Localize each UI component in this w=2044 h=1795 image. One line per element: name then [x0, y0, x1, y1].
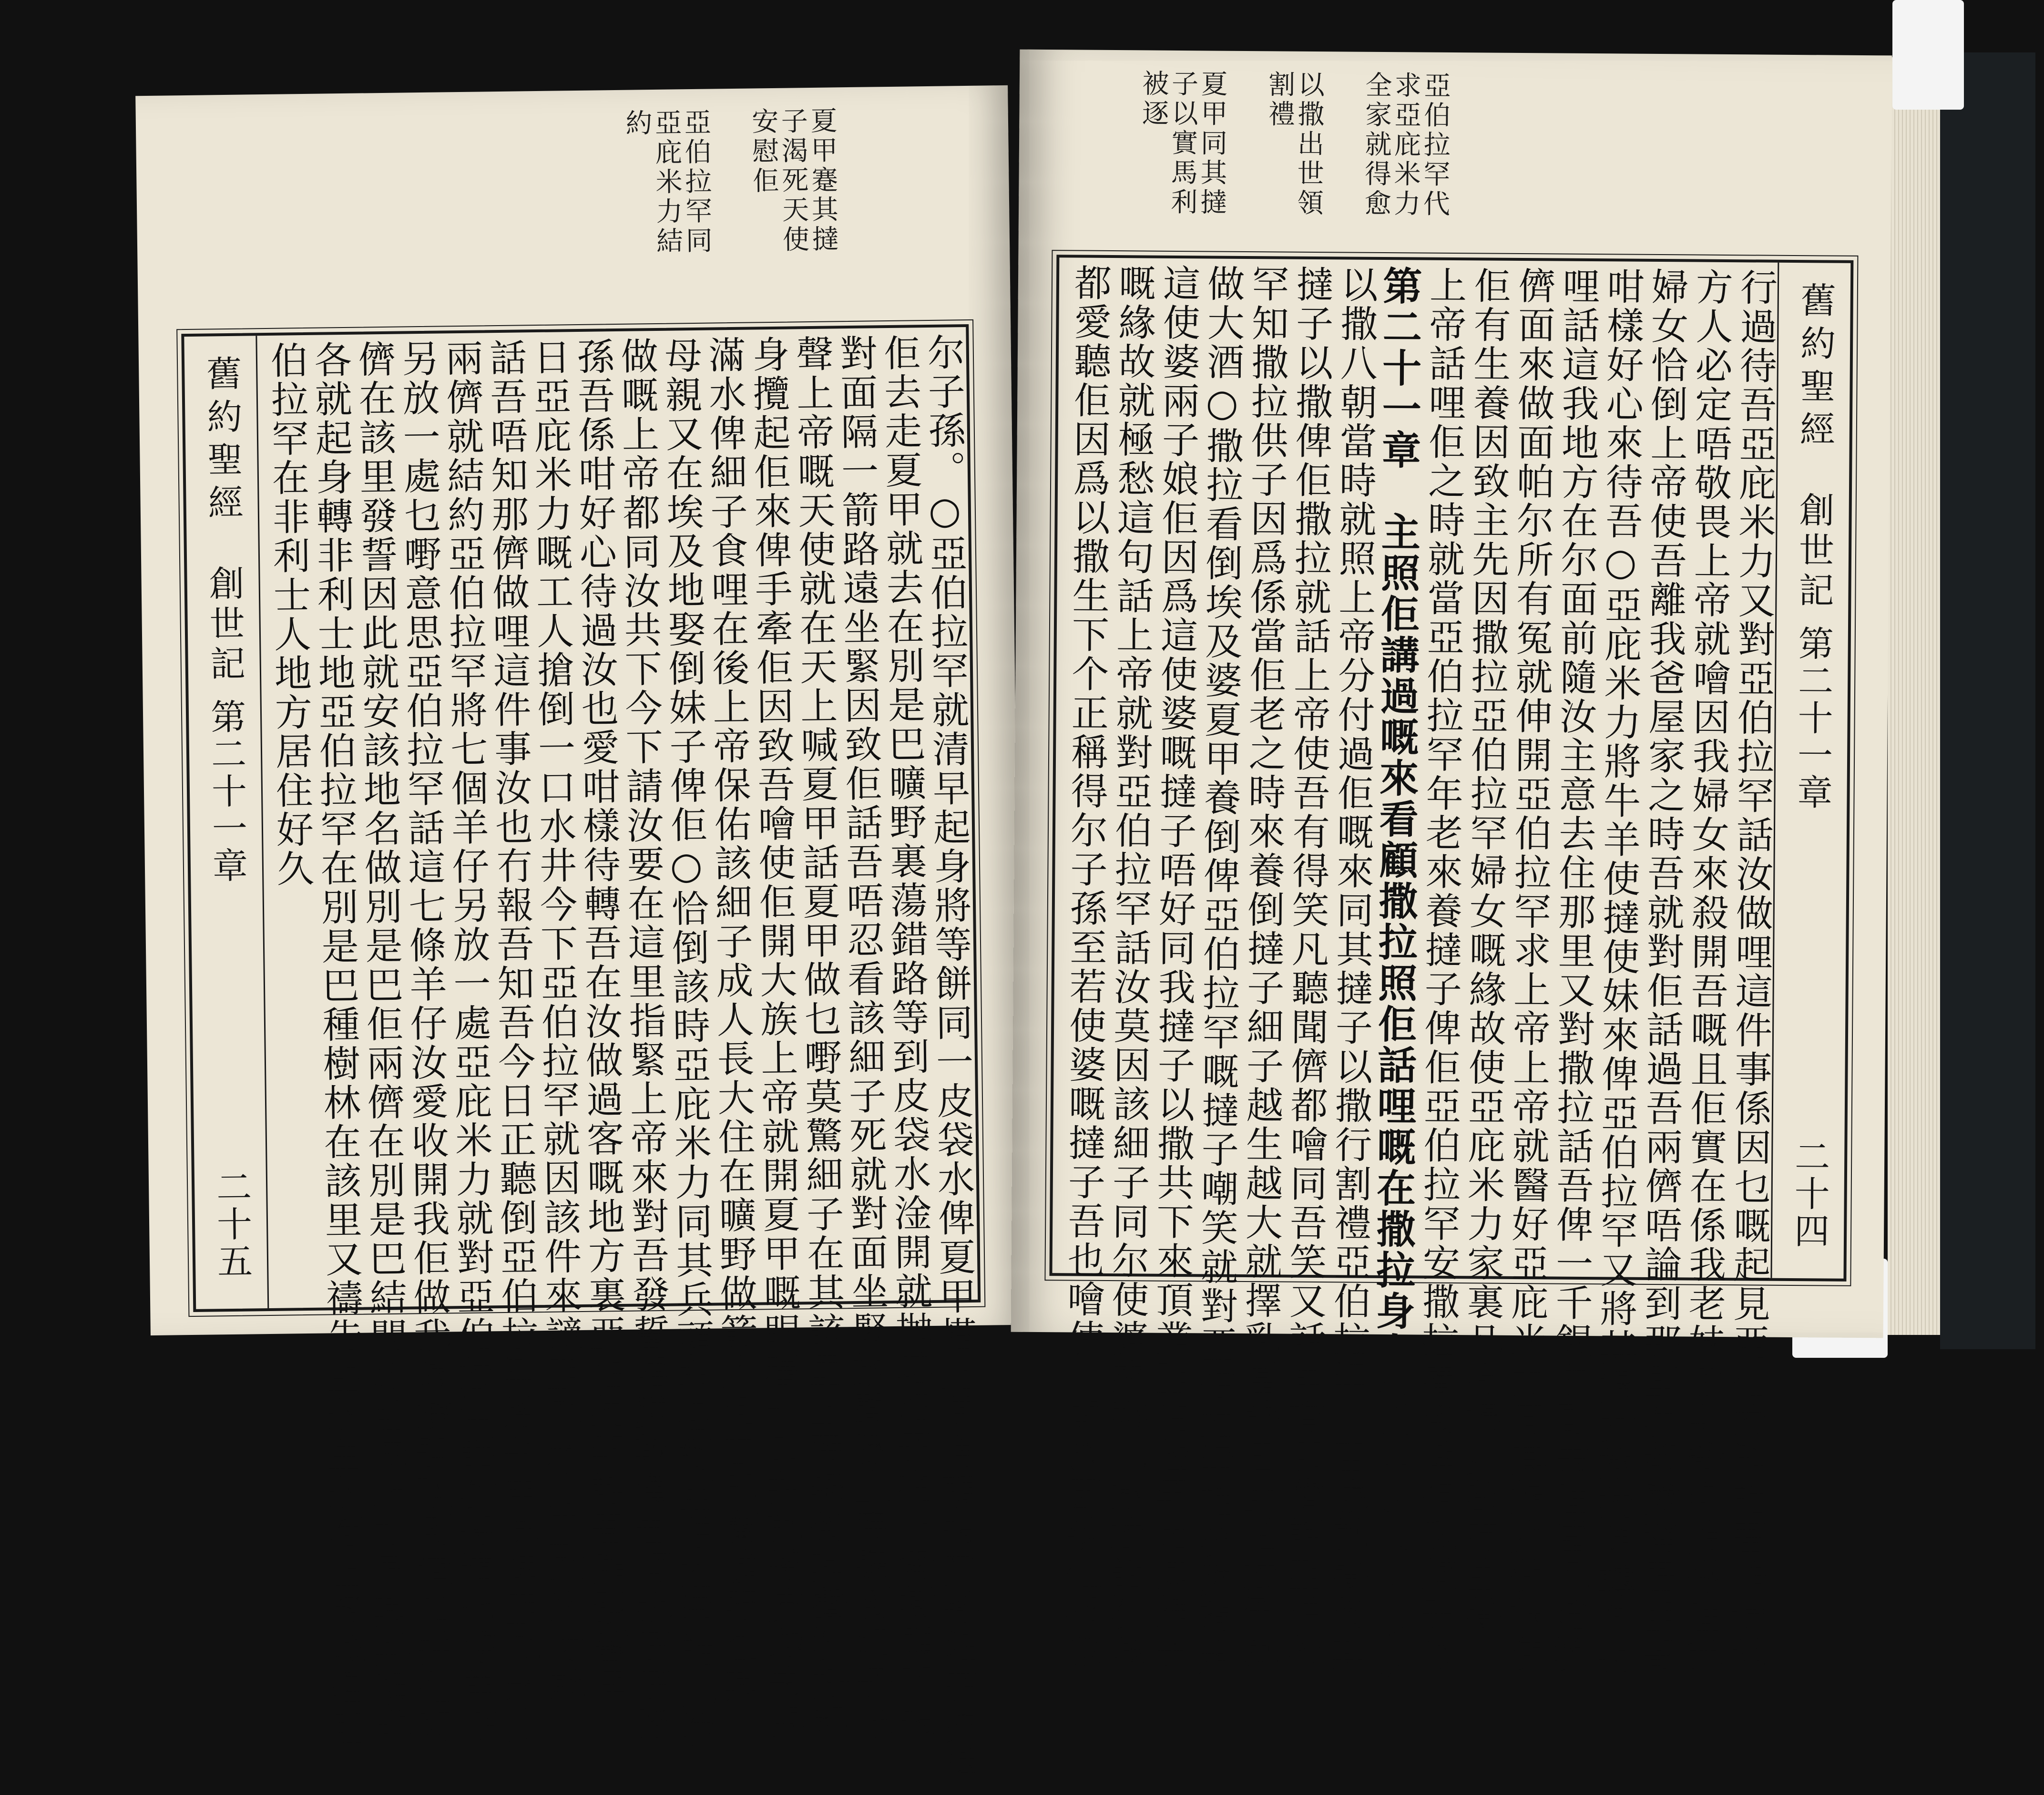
book-title: 舊約聖經 — [1794, 282, 1837, 454]
text-column: 滿水俾細子食哩在後上帝保佑該細子成人長大住在曠野做箭人佢在巴蘭曠野住其 — [702, 335, 762, 1704]
margin-note: 夏甲蹇其撻子渴死天使安慰佢 — [747, 106, 839, 255]
text-column: 婦女恰倒上帝使吾離我爸屋家之時吾就對佢話過吾兩儕唔論到那里汝都愛稱吾亞哥 — [1635, 267, 1689, 1675]
margin-note: 亞伯拉罕同亞庇米力結約 — [621, 108, 713, 257]
text-column: 行過待吾亞庇米力又對亞伯拉罕話汝做哩這件事係因乜嘅起見亞伯拉罕話吾作這地 — [1724, 268, 1778, 1676]
text-column: 方人必定唔敬畏上帝就噲因我婦女來殺開吾嘅且佢實在係我老妹係共爺各娘做哩我 — [1680, 267, 1733, 1676]
text-column: 兩儕就結約亞伯拉罕將七個羊仔另放一處亞庇米力就對亞伯拉罕話汝將這七條羊仔 — [439, 338, 500, 1747]
text-column: 這使婆兩子娘佢因爲這使婆嘅撻子唔好同我撻子以撒共下來頂業亞伯拉罕因其撻子 — [1147, 264, 1200, 1672]
text-column: 咁樣好心來待吾○亞庇米力將牛羊使撻使妹來俾亞伯拉罕又將其婦女撒拉俾轉佢去 — [1591, 267, 1644, 1681]
text-column: 上帝話哩佢之時就當亞伯拉罕年老來養撻子俾佢亞伯拉罕安撒拉養倒俾佢嘅撻子做 — [1413, 266, 1467, 1674]
text-column: 佢去走夏甲就去在別是巴曠野裏蕩錯路等到皮袋水淦開就抛落細子在一裔樹頭下去 — [877, 333, 938, 1742]
text-column: 以撒八朝當時就照上帝分付過佢嘅來同其撻子以撒行割禮亞伯拉罕一百歲就養倒其 — [1325, 265, 1378, 1673]
page-number: 二十四 — [1788, 1138, 1830, 1250]
left-page — [135, 85, 1023, 1785]
bookmark-ribbon-top — [1892, 0, 1964, 110]
book-name: 創世記 — [203, 564, 246, 686]
text-column: 各就起身轉非利士地亞伯拉罕在別是巴種樹林在該里又禱告主永生永活上帝嘅名亞 — [308, 340, 368, 1748]
text-column: 伯拉罕在非利士人地方居住好久 — [264, 340, 314, 889]
text-column: 話吾唔知那儕做哩這件事汝也冇報吾知吾今日正聽倒亞伯拉罕將牛羊送俾亞庇米力 — [483, 338, 543, 1746]
text-column: 儕在該里發誓因此就安該地名做別是巴佢兩儕在別是巴結開約亞庇米力同其兵頭非 — [352, 339, 412, 1748]
text-column: 佢有生養因致主先因撒拉亞伯拉罕婦女嘅緣故使亞庇米力家裏凡有婦女都冇生養 — [1458, 266, 1511, 1635]
text-frame — [181, 324, 982, 1785]
page-number: 二十五 — [210, 1168, 253, 1281]
book-name: 創世記 — [1793, 492, 1835, 612]
text-column: 身攬起佢來俾手牽佢因致吾噲使佢開大族上帝就開夏甲嘅眼看一口井就將皮袋去張 — [746, 335, 806, 1743]
chapter-heading-column: 第二十一章 主照佢講過嘅來看顧撒拉照佢話哩嘅在撒拉身上做出來撒拉有胎到 — [1367, 265, 1423, 1701]
margin-note: 夏甲同其撻子以實馬利被逐 — [1137, 69, 1228, 218]
text-frame — [1049, 255, 1853, 1701]
text-column: 嘅緣故就極愁這句話上帝就對亞伯拉罕話汝莫因該細子同尔使婆來愁凡撒拉話汝嘅 — [1103, 264, 1156, 1672]
margin-note: 以撒出世領割禮 — [1264, 70, 1325, 219]
text-column: 孫吾係咁好心待過汝也愛咁樣待轉吾在汝做過客嘅地方裏亞伯拉罕話吾願發誓早 — [571, 337, 631, 1706]
book-cover — [1940, 52, 2035, 1349]
text-column: 做嘅上帝都同汝共下今下請汝要在這里指緊上帝來對吾發誓唔愛欺負吾同我子子孫 — [614, 336, 675, 1744]
text-column: 尔子孫。○亞伯拉罕就清早起身將等餅同一皮袋水俾夏甲搭上其肩頭去又將細子交俾 — [921, 333, 982, 1785]
text-column: 對面隔一箭路遠坐緊因致佢話吾唔忍看該細子死就對面坐緊放聲噭上帝聽倒細子嘅 — [833, 334, 894, 1742]
chapter-label: 第二十一章 — [204, 698, 248, 885]
left-margin-notes — [622, 106, 838, 271]
text-column: 罕知撒拉供子因爲係當佢老之時來養倒撻子細子越生越大就擇乳當該日亞伯拉罕就 — [1236, 264, 1289, 1672]
page-header — [184, 336, 269, 1309]
text-column: 另放一處乜嘢意思亞伯拉罕話這七條羊仔汝愛收開我佢做我憑據吾取倒這口井佢兩 — [395, 339, 456, 1747]
text-column: 母親又在埃及地娶倒妹子俾佢○恰倒該時亞庇米力同其兵頭非各對亞伯拉罕話凡汝 — [658, 336, 719, 1750]
text-column: 撻子以撒俾佢撒拉就話上帝使吾有得笑凡聽聞儕都噲同吾笑又話早有那儕話亞伯拉 — [1280, 265, 1334, 1673]
chapter-label: 第二十一章 — [1791, 625, 1834, 811]
text-column: 儕面來做面帕尔所有冤就伸開亞伯拉罕求上帝上帝就醫好亞庇米力同其婦女使妹使 — [1502, 266, 1555, 1674]
body-text — [260, 333, 982, 1785]
right-margin-notes — [1138, 69, 1450, 234]
text-column: 哩話這我地方在尔面前隨汝主意去住那里又對撒拉話吾俾一千銀尔哥去哩當凡陪汝 — [1547, 267, 1600, 1675]
margin-note: 亞伯拉罕代求亞庇米力全家就得愈 — [1360, 71, 1451, 219]
text-column: 聲上帝嘅天使就在天上喊夏甲話夏甲做乜嘢莫驚細子在其該里上帝聽倒其聲汝好起 — [789, 334, 850, 1743]
page-edges — [1888, 57, 1940, 1335]
right-page — [1011, 50, 1892, 1701]
body-text — [1057, 263, 1778, 1701]
page-header — [1770, 263, 1850, 1279]
text-column: 做大酒○撒拉看倒埃及婆夏甲養倒俾亞伯拉罕嘅撻子嘲笑就對亞伯拉罕話汝愛趕走 — [1192, 264, 1245, 1678]
text-column: 日亞庇米力嘅工人搶倒一口水井今下亞伯拉罕就因該件來讁亞庇米力亞庇米力就 — [527, 338, 587, 1707]
book-title: 舊約聖經 — [200, 355, 244, 527]
text-column: 都愛聽佢因爲以撒生下个正稱得尔子孫至若使婆嘅撻子吾也噲使佢開族因致佢都係 — [1058, 263, 1112, 1671]
